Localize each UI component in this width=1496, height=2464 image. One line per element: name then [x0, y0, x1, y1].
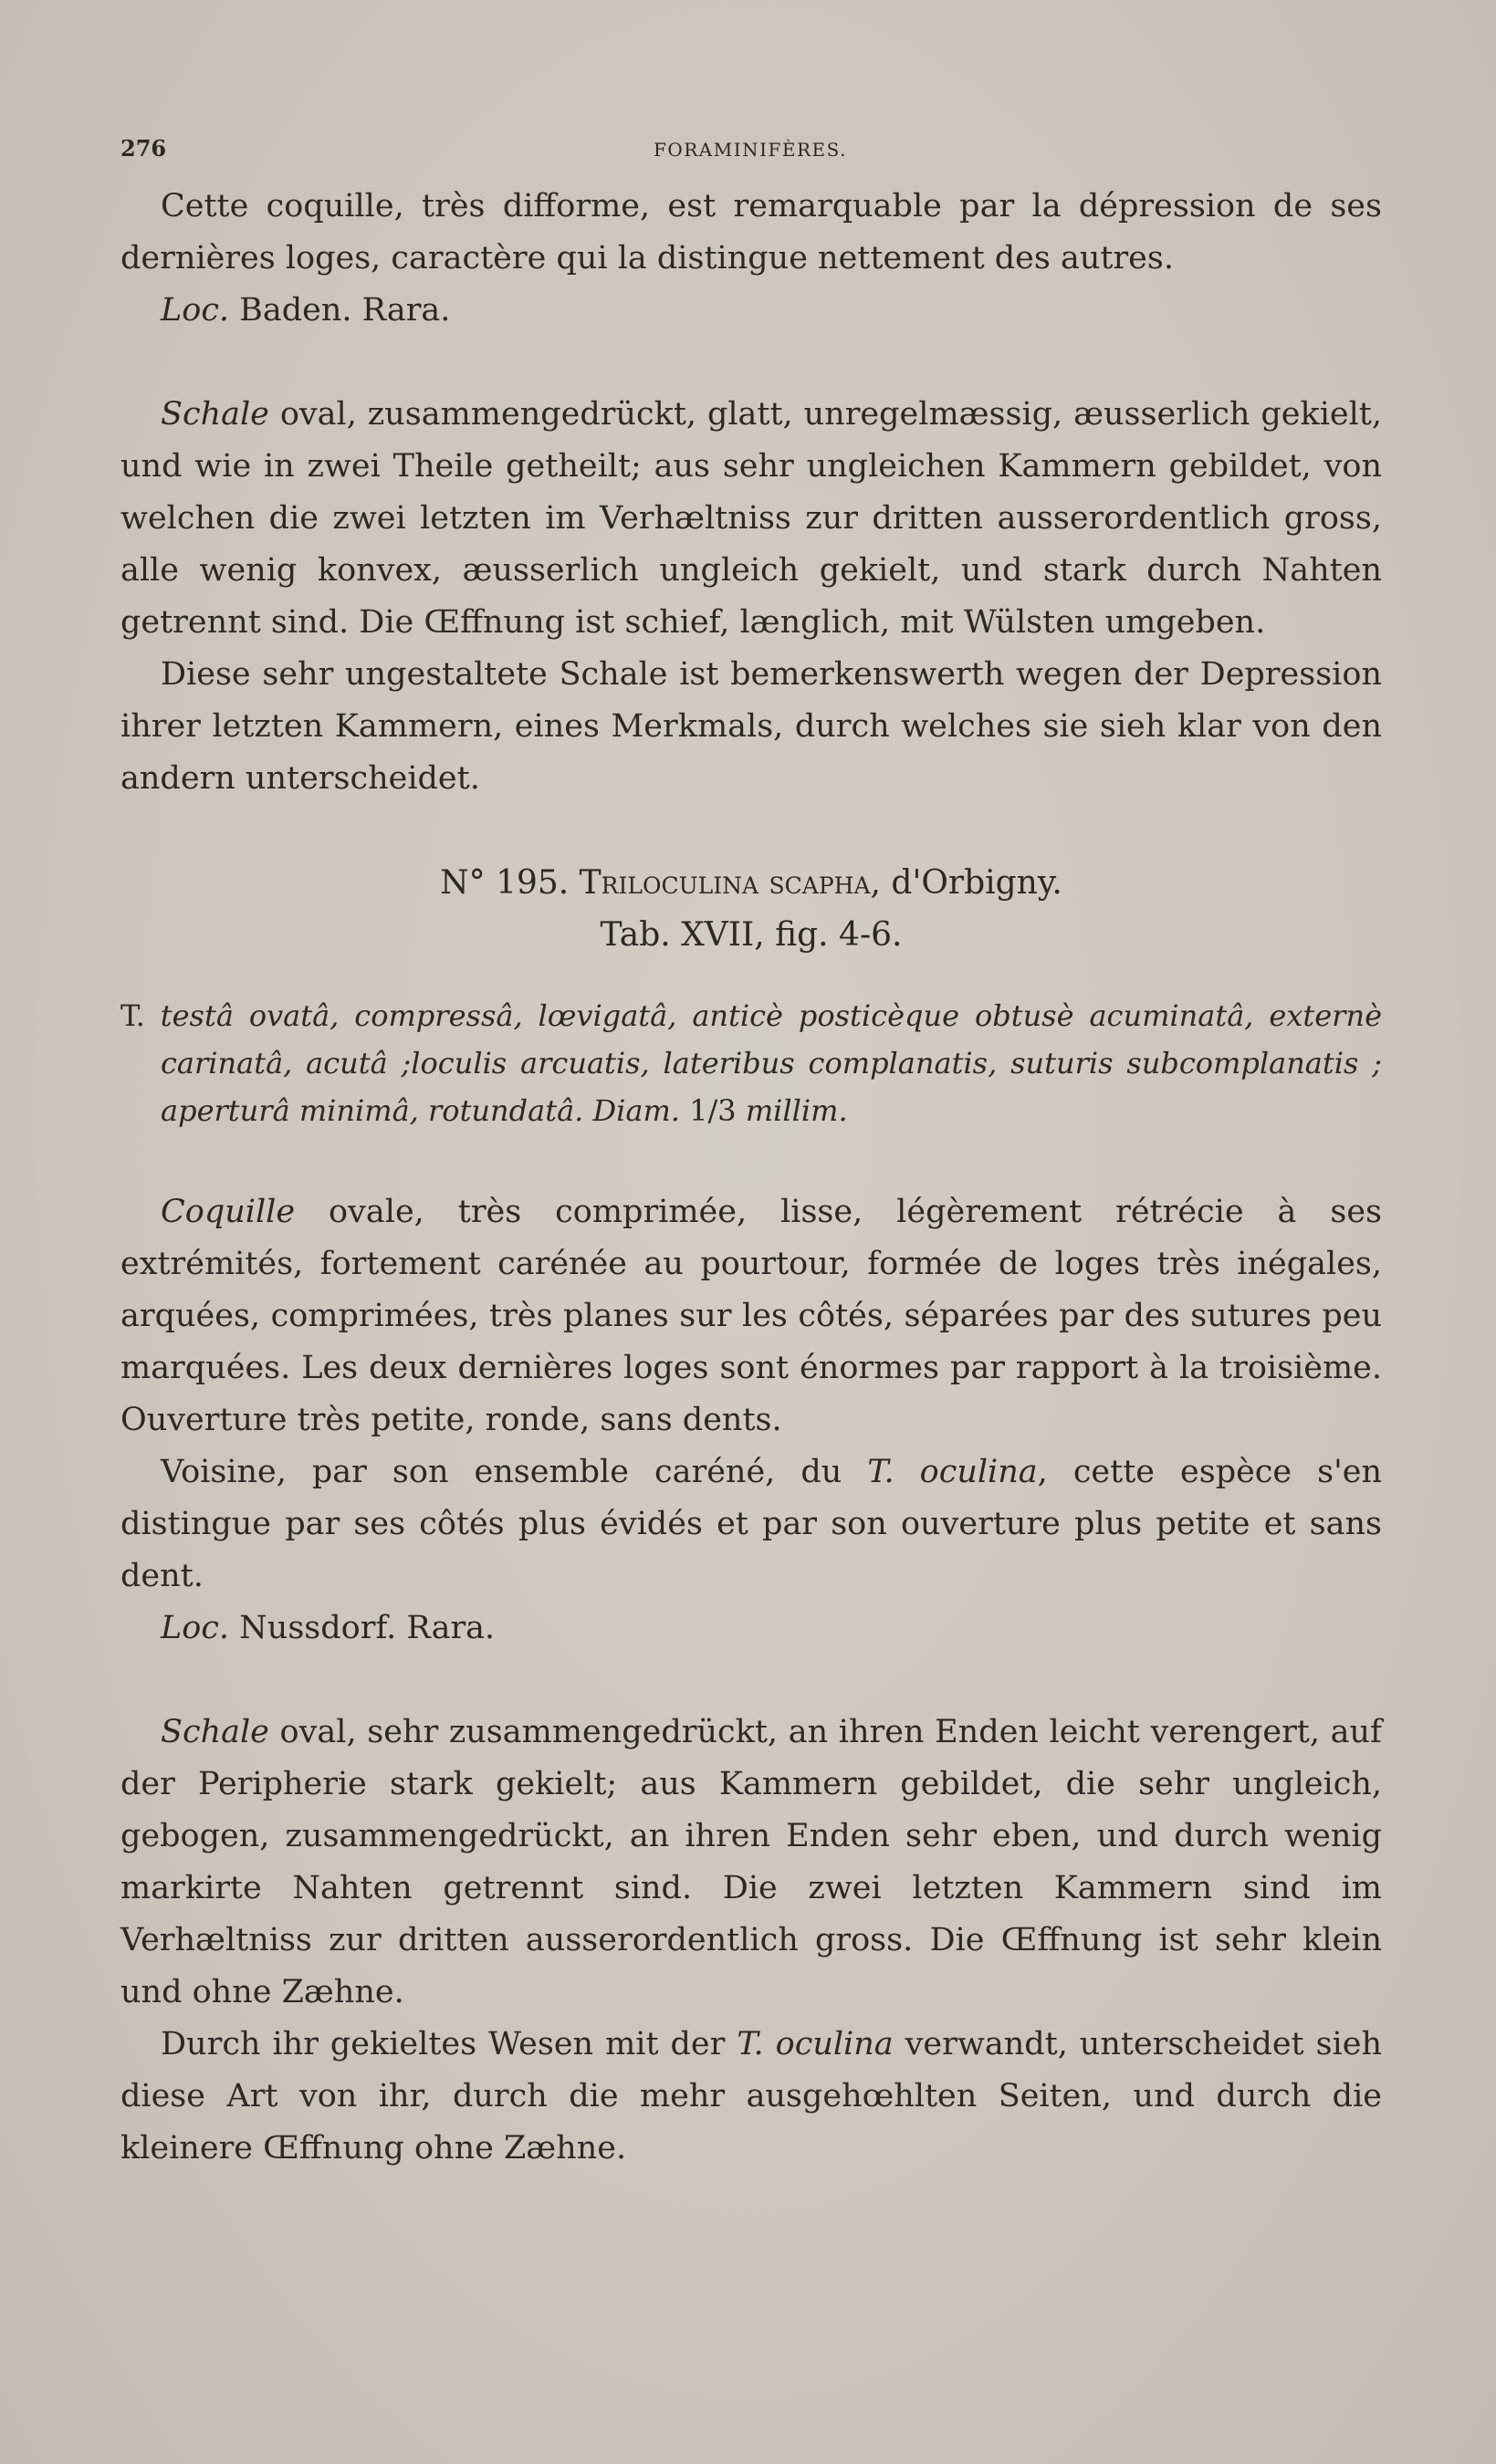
spacer	[120, 805, 1382, 857]
species-number: N° 195.	[440, 864, 580, 902]
french-lead-word: Coquille	[161, 1194, 296, 1230]
diagnosis-text: testâ ovatâ, compressâ, lœvigatâ, anticè posticèque obtusè acuminatâ, externè carinatâ, acutâ ;loculis arcuatis, lateribus complanatis, suturis subcomplanatis ; aperturâ minimâ, rotundatâ. Diam.	[144, 998, 1382, 1128]
page-body	[120, 181, 1382, 2175]
spacer	[120, 1655, 1382, 1707]
species-author: , d'Orbigny.	[870, 864, 1062, 902]
german-text: oval, sehr zusammengedrückt, an ihren Enden leicht verengert, auf der Peripherie stark gekielt; aus Kammern gebildet, die sehr ungleich, gebogen, zusammengedrückt, an ihren Enden sehr eben, und durch wenig markirte Nahten getrennt sind. Die zwei letzten Kammern sind im Verhæltniss zur dritten ausserordentlich gross. Die Œffnung ist sehr klein und ohne Zæhne.	[120, 1714, 1382, 2010]
locality-text: Nussdorf. Rara.	[229, 1610, 496, 1646]
german-comparison	[120, 2019, 1382, 2175]
species-reference: T. oculina	[737, 2026, 894, 2062]
german-text: oval, zusammengedrückt, glatt, unregelmæssig, æusserlich gekielt, und wie in zwei Theile getheilt; aus sehr ungleichen Kammern gebildet, von welchen die zwei letzten im Verhæltniss zur dritten ausserordentlich gross, alle wenig konvex, æusserlich ungleich gekielt, und stark durch Nahten getrennt sind. Die Œffnung ist schief, længlich, mit Wülsten umgeben.	[120, 396, 1382, 641]
german-lead-word: Schale	[161, 1714, 269, 1750]
german-paragraph-prev-2: Diese sehr ungestaltete Schale ist bemerkenswerth wegen der Depression ihrer letzten Kammern, eines Merkmals, durch welches sie sieh klar von den andern unterscheidet.	[120, 656, 1382, 797]
spacer	[120, 337, 1382, 389]
locality-label: Loc.	[161, 1610, 230, 1646]
german-comparison-text: Durch ihr gekieltes Wesen mit der	[161, 2026, 738, 2062]
running-title: FORAMINIFÈRES.	[653, 139, 848, 161]
diagnosis-size: 1/3	[679, 1093, 746, 1128]
plate-reference: Tab. XVII, fig. 4-6.	[600, 916, 903, 954]
locality-label: Loc.	[161, 292, 230, 329]
locality-line	[120, 1603, 1382, 1655]
page-number: 276	[120, 135, 167, 162]
german-description	[120, 1707, 1382, 2019]
locality-line-prev	[120, 285, 1382, 337]
french-paragraph-prev: Cette coquille, très difforme, est remarquable par la dépression de ses dernières loges, caractère qui la distingue nettement des autres.	[120, 188, 1382, 277]
diagnosis-unit: millim.	[745, 1093, 848, 1128]
spacer	[120, 961, 1382, 992]
french-comparison-text: Voisine, par son ensemble caréné, du	[161, 1454, 868, 1490]
german-lead-word: Schale	[161, 396, 269, 433]
french-comparison-text-2: , cette espèce s'en distingue par ses côtés plus évidés et par son ouverture plus petite et sans dent.	[120, 1454, 1382, 1594]
german-comparison-text-2: verwandt, unterscheidet sieh diese Art von ihr, durch die mehr ausgehœhlten Seiten, und durch die kleinere Œffnung ohne Zæhne.	[120, 2026, 1382, 2166]
locality-text: Baden. Rara.	[229, 292, 451, 329]
french-description	[120, 1186, 1382, 1446]
german-paragraph-prev-1	[120, 389, 1382, 649]
latin-diagnosis	[120, 992, 1382, 1134]
page-header	[120, 135, 1380, 172]
species-heading	[120, 857, 1382, 909]
species-name: Triloculina scapha	[579, 864, 871, 902]
french-comparison	[120, 1446, 1382, 1603]
spacer	[120, 1134, 1382, 1186]
french-text: ovale, très comprimée, lisse, légèrement rétrécie à ses extrémités, fortement carénée au pourtour, formée de loges très inégales, arquées, comprimées, très planes sur les côtés, séparées par des sutures peu marquées. Les deux dernières loges sont énormes par rapport à la troisième. Ouverture très petite, ronde, sans dents.	[120, 1194, 1382, 1438]
species-reference: T. oculina	[867, 1454, 1038, 1490]
diagnosis-genus: T.	[120, 998, 145, 1033]
